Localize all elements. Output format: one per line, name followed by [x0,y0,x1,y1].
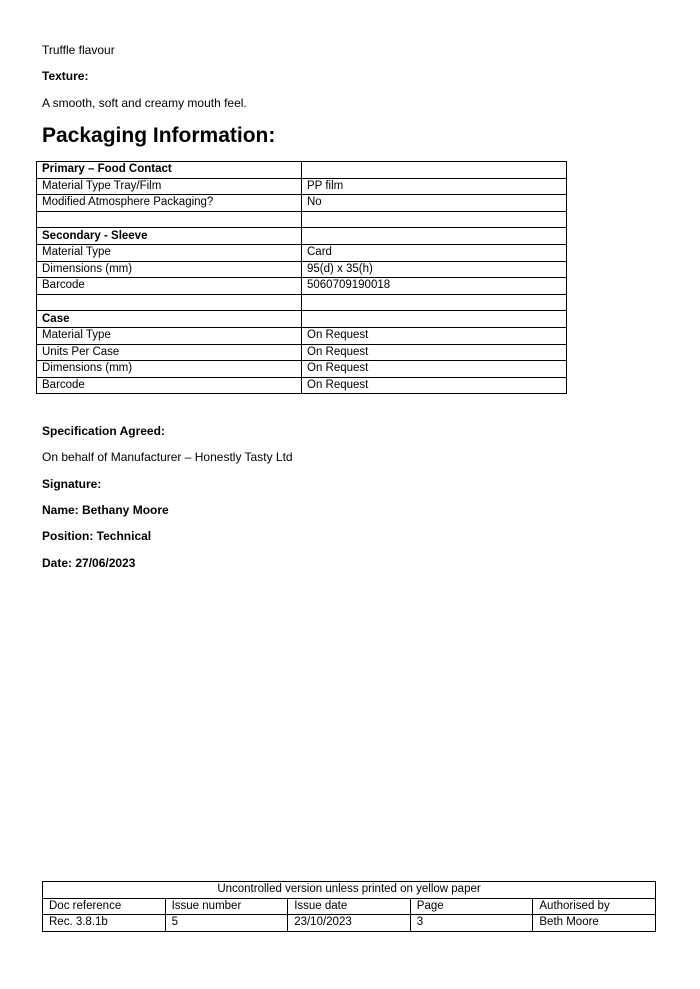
value-cell: On Request [302,361,567,378]
label-cell [37,294,302,311]
footer-header-cell: Issue number [165,898,288,915]
packaging-heading: Packaging Information: [42,124,276,147]
table-row [37,294,567,311]
footer-value-cell: 5 [165,915,288,932]
section-heading-cell: Primary – Food Contact [37,162,302,179]
on-behalf-text: On behalf of Manufacturer – Honestly Tasty Ltd [42,450,293,464]
label-cell: Units Per Case [37,344,302,361]
value-cell: 5060709190018 [302,278,567,295]
value-cell: PP film [302,178,567,195]
table-section-row [37,162,567,179]
label-cell: Material Type [37,244,302,261]
table-row [37,195,567,212]
label-cell: Dimensions (mm) [37,361,302,378]
table-row [37,361,567,378]
section-heading-cell: Case [37,311,302,328]
document-control-footer [42,881,656,932]
label-cell: Material Type Tray/Film [37,178,302,195]
footer-value-cell: Rec. 3.8.1b [43,915,166,932]
footer-header-cell: Issue date [288,898,411,915]
label-cell: Barcode [37,278,302,295]
signature-date: Date: 27/06/2023 [42,556,136,570]
value-cell: Card [302,244,567,261]
label-cell: Dimensions (mm) [37,261,302,278]
value-cell: On Request [302,377,567,394]
table-row [37,211,567,228]
specification-agreed-label: Specification Agreed: [42,424,165,438]
table-section-row [37,228,567,245]
value-cell: 95(d) x 35(h) [302,261,567,278]
table-row [37,377,567,394]
value-cell [302,211,567,228]
footer-value-row [43,915,656,932]
value-cell: On Request [302,327,567,344]
label-cell: Material Type [37,327,302,344]
flavour-text: Truffle flavour [42,43,115,57]
packaging-table [36,161,567,394]
footer-header-cell: Doc reference [43,898,166,915]
footer-header-cell: Page [410,898,533,915]
label-cell: Barcode [37,377,302,394]
value-cell [302,294,567,311]
footer-header-row [43,898,656,915]
value-cell [302,311,567,328]
table-row [37,178,567,195]
signatory-position: Position: Technical [42,529,152,543]
value-cell: On Request [302,344,567,361]
footer-banner: Uncontrolled version unless printed on yellow paper [43,882,656,899]
footer-header-cell: Authorised by [533,898,656,915]
footer-value-cell: 3 [410,915,533,932]
table-row [37,278,567,295]
section-heading-cell: Secondary - Sleeve [37,228,302,245]
table-row [37,244,567,261]
table-row [37,261,567,278]
table-section-row [37,311,567,328]
table-row [37,344,567,361]
signature-label: Signature: [42,477,102,491]
texture-text: A smooth, soft and creamy mouth feel. [42,96,247,110]
signatory-name: Name: Bethany Moore [42,503,169,517]
label-cell [37,211,302,228]
texture-label: Texture: [42,69,89,83]
footer-value-cell: Beth Moore [533,915,656,932]
footer-banner-row [43,882,656,899]
table-row [37,327,567,344]
value-cell [302,162,567,179]
value-cell [302,228,567,245]
value-cell: No [302,195,567,212]
footer-value-cell: 23/10/2023 [288,915,411,932]
label-cell: Modified Atmosphere Packaging? [37,195,302,212]
